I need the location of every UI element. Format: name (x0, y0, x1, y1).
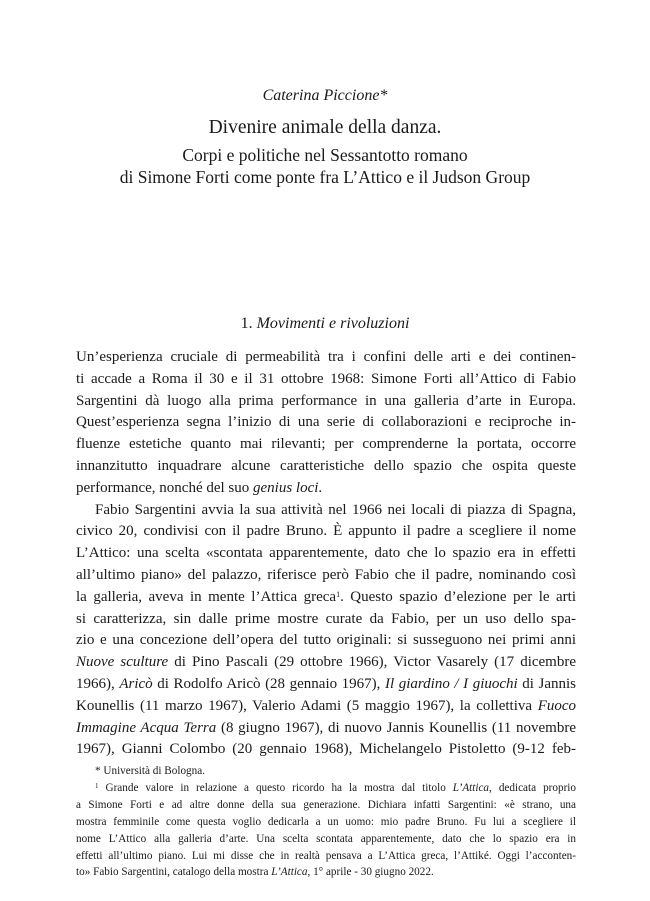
footnote-text-run: to» Fabio Sargentini, catalogo della mostra (76, 866, 272, 879)
body-line: all’ultimo piano» del palazzo, riferisce però Fabio che il padre, nominando così (76, 566, 576, 583)
body-line: Fabio Sargentini avvia la sua attività nel 1966 nei locali di piazza di Spagna, (95, 501, 576, 518)
footnote-line (76, 780, 576, 797)
body-text-run: . Questo spazio d’elezione per le arti (340, 588, 576, 605)
body-text-run: Kounellis (11 marzo 1967), Valerio Adami (5 maggio 1967), la collettiva (76, 697, 533, 714)
body-line (76, 696, 576, 718)
body-line: ti accade a Roma il 30 e il 31 ottobre 1968: Simone Forti all’Attico di Fabio (76, 370, 576, 387)
body-text-run: di Pino Pascali (29 ottobre 1966), Victor Vasarely (17 dicembre (168, 654, 576, 671)
body-line: Quest’esperienza segna l’inizio di una serie di collaborazioni e reciproche in- (76, 414, 576, 431)
article-subtitle (0, 144, 650, 188)
body-italic-run: Aricò (119, 675, 153, 692)
footnote-affiliation: * Università di Bologna. (95, 765, 205, 777)
article-title: Divenire animale della danza. (208, 117, 442, 138)
body-line: 1967), Gianni Colombo (20 gennaio 1968), Michelangelo Pistoletto (9-12 feb- (76, 741, 576, 758)
body-line: civico 20, condivisi con il padre Bruno. È appunto il padre a scegliere il nome (76, 523, 576, 540)
body-text-run: la galleria, aveva in mente l’Attica greca (76, 588, 337, 605)
body-line (76, 587, 576, 609)
body-line (76, 718, 576, 740)
subtitle-line: Corpi e politiche nel Sessantotto romano (182, 145, 468, 165)
body-line: innanzitutto inquadrare alcune caratteristiche dello spazio che ospita queste (76, 457, 576, 474)
footnote-line: a Simone Forti e ad altre donne della sua generazione. Dichiara infatti Sargentini: «è strano, una (76, 798, 576, 811)
body-line: si caratterizza, sin dalle prime mostre curate da Fabio, per un uso dello spa- (76, 610, 576, 627)
footnote-text-run: , 1° aprile - 30 giugno 2022. (307, 866, 434, 879)
body-italic-run: genius loci (253, 479, 319, 496)
body-line: fluenze estetiche quanto mai rilevanti; per comprenderne la portata, occorre (76, 436, 576, 453)
body-text-run: (8 giugno 1967), di nuovo Jannis Kounellis (11 novembre (216, 719, 576, 736)
body-line (76, 478, 576, 500)
body-italic-run: Nuove sculture (76, 654, 169, 671)
footnote-italic-run: L’Attica (452, 781, 490, 794)
footnotes (76, 763, 576, 881)
footnote-marker: 1 (95, 781, 99, 790)
footnote-italic-run: L’Attica (271, 866, 308, 879)
author-name: Caterina Piccione* (262, 87, 388, 104)
footnote-line: mostra femminile come questa voglio dedicarla a un uomo: mio padre Bruno. Fu lui a scegliere il (76, 815, 576, 828)
body-text-run: . (318, 479, 323, 496)
footnote-line: nome L’Attico alla galleria d’arte. Una scelta scontata apparentemente, dato che lo spazio era in (76, 832, 576, 845)
body-text-run: performance, nonché del suo (76, 479, 254, 496)
body-text-run: di Rodolfo Aricò (28 gennaio 1967), (152, 675, 385, 692)
body-text (76, 347, 576, 761)
footnote-text-run: , dedicata proprio (489, 781, 577, 794)
body-line: L’Attico: una scelta «scontata apparentemente, dato che lo spazio era in effetti (76, 545, 576, 562)
body-text-run: 1966), (76, 675, 120, 692)
body-italic-run: Il giardino / I giuochi (385, 675, 518, 692)
body-line (76, 652, 576, 674)
footnote-reference[interactable]: 1 (336, 589, 341, 599)
section-title: Movimenti e rivoluzioni (256, 315, 410, 332)
body-italic-run: Fuoco (537, 697, 577, 714)
body-line: Sargentini dà luogo alla prima performance in una galleria d’arte in Europa. (76, 392, 576, 409)
body-text-run: di Jannis (517, 675, 577, 692)
body-italic-run: Immagine Acqua Terra (76, 719, 217, 736)
body-line: Un’esperienza cruciale di permeabilità tra i confini delle arti e dei continen- (76, 349, 576, 365)
section-number: 1. (240, 315, 253, 332)
body-line (76, 674, 576, 696)
footnote-text-run: Grande valore in relazione a questo ricordo ha la mostra dal titolo (98, 781, 453, 794)
footnote-line: effetti all’ultimo piano. Lui mi disse che in realtà pensava a L’Attica greca, l’Attiké. Oggi l’acconten- (76, 849, 576, 862)
section-heading (0, 314, 650, 334)
footnote-line (76, 864, 576, 881)
body-line: zio e una concezione dell’opera del tutto originali: si susseguono nei primi anni (76, 632, 576, 649)
subtitle-line: di Simone Forti come ponte fra L’Attico e il Judson Group (119, 167, 531, 187)
